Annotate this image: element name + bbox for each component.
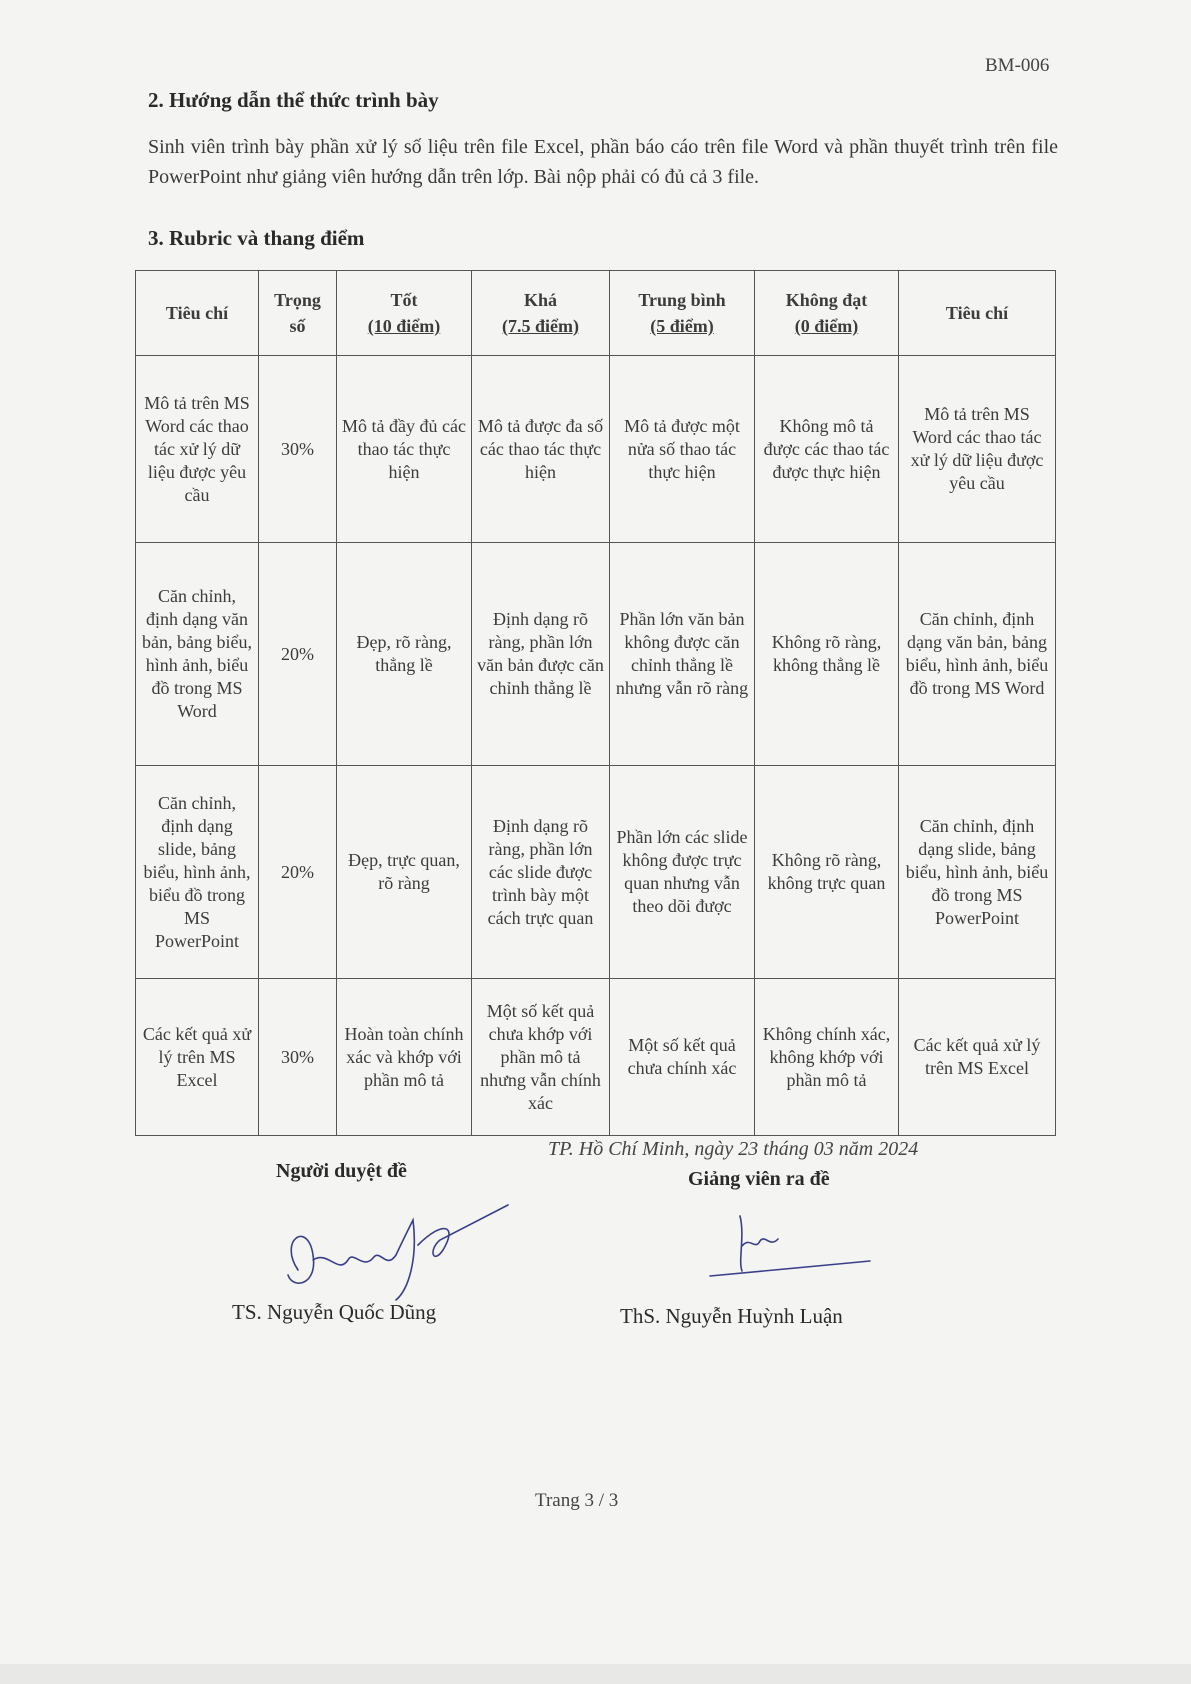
cell-criterion-right: Các kết quả xử lý trên MS Excel [899, 979, 1056, 1136]
cell-good: Đẹp, rõ ràng, thẳng lề [337, 543, 472, 766]
cell-fair: Định dạng rõ ràng, phần lớn các slide được trình bày một cách trực quan [472, 766, 610, 979]
cell-average: Phần lớn văn bản không được căn chỉnh thẳng lề nhưng vẫn rõ ràng [610, 543, 755, 766]
cell-criterion: Căn chỉnh, định dạng văn bản, bảng biểu, hình ảnh, biểu đồ trong MS Word [136, 543, 259, 766]
table-row [136, 766, 1056, 979]
cell-average: Một số kết quả chưa chính xác [610, 979, 755, 1136]
cell-average: Phần lớn các slide không được trực quan nhưng vẫn theo dõi được [610, 766, 755, 979]
header-fail: Không đạt (0 điểm) [755, 271, 899, 356]
header-average: Trung bình (5 điểm) [610, 271, 755, 356]
table-row [136, 543, 1056, 766]
cell-fair: Một số kết quả chưa khớp với phần mô tả nhưng vẫn chính xác [472, 979, 610, 1136]
table-row [136, 979, 1056, 1136]
cell-good: Mô tả đầy đủ các thao tác thực hiện [337, 356, 472, 543]
section-2-paragraph: Sinh viên trình bày phần xử lý số liệu trên file Excel, phần báo cáo trên file Word và phần thuyết trình trên file PowerPoint như giảng viên hướng dẫn trên lớp. Bài nộp phải có đủ cả 3 file. [148, 136, 1058, 188]
cell-fail: Không mô tả được các thao tác được thực hiện [755, 356, 899, 543]
page-number: Trang 3 / 3 [535, 1490, 619, 1511]
cell-average: Mô tả được một nửa số thao tác thực hiện [610, 356, 755, 543]
cell-fair: Mô tả được đa số các thao tác thực hiện [472, 356, 610, 543]
lecturer-name: ThS. Nguyễn Huỳnh Luận [620, 1304, 843, 1328]
section-2-heading: 2. Hướng dẫn thể thức trình bày [148, 88, 439, 112]
cell-good: Đẹp, trực quan, rõ ràng [337, 766, 472, 979]
approver-signature [268, 1200, 518, 1310]
rubric-table [135, 270, 1056, 1136]
cell-weight: 20% [259, 766, 337, 979]
cell-criterion: Các kết quả xử lý trên MS Excel [136, 979, 259, 1136]
approver-name: TS. Nguyễn Quốc Dũng [232, 1300, 437, 1324]
table-row [136, 356, 1056, 543]
cell-weight: 20% [259, 543, 337, 766]
lecturer-signature [700, 1206, 880, 1296]
cell-criterion-right: Căn chỉnh, định dạng văn bản, bảng biểu, hình ảnh, biểu đồ trong MS Word [899, 543, 1056, 766]
form-code: BM-006 [985, 55, 1050, 76]
header-weight: Trọng số [259, 271, 337, 356]
header-good: Tốt (10 điểm) [337, 271, 472, 356]
cell-criterion: Mô tả trên MS Word các thao tác xử lý dữ liệu được yêu cầu [136, 356, 259, 543]
header-criterion: Tiêu chí [136, 271, 259, 356]
cell-criterion-right: Mô tả trên MS Word các thao tác xử lý dữ liệu được yêu cầu [899, 356, 1056, 543]
date-line: TP. Hồ Chí Minh, ngày 23 tháng 03 năm 2024 [548, 1138, 919, 1160]
rubric-header-row [136, 271, 1056, 356]
section-3-heading: 3. Rubric và thang điểm [148, 226, 365, 250]
lecturer-title: Giảng viên ra đề [688, 1168, 830, 1190]
cell-fail: Không chính xác, không khớp với phần mô tả [755, 979, 899, 1136]
cell-weight: 30% [259, 979, 337, 1136]
cell-fail: Không rõ ràng, không thẳng lề [755, 543, 899, 766]
cell-fair: Định dạng rõ ràng, phần lớn văn bản được căn chỉnh thẳng lề [472, 543, 610, 766]
header-criterion-right: Tiêu chí [899, 271, 1056, 356]
scan-edge [0, 1664, 1191, 1684]
header-fair: Khá (7.5 điểm) [472, 271, 610, 356]
cell-weight: 30% [259, 356, 337, 543]
cell-fail: Không rõ ràng, không trực quan [755, 766, 899, 979]
cell-good: Hoàn toàn chính xác và khớp với phần mô tả [337, 979, 472, 1136]
approver-title: Người duyệt đề [276, 1160, 407, 1182]
cell-criterion: Căn chỉnh, định dạng slide, bảng biểu, hình ảnh, biểu đồ trong MS PowerPoint [136, 766, 259, 979]
cell-criterion-right: Căn chỉnh, định dạng slide, bảng biểu, hình ảnh, biểu đồ trong MS PowerPoint [899, 766, 1056, 979]
